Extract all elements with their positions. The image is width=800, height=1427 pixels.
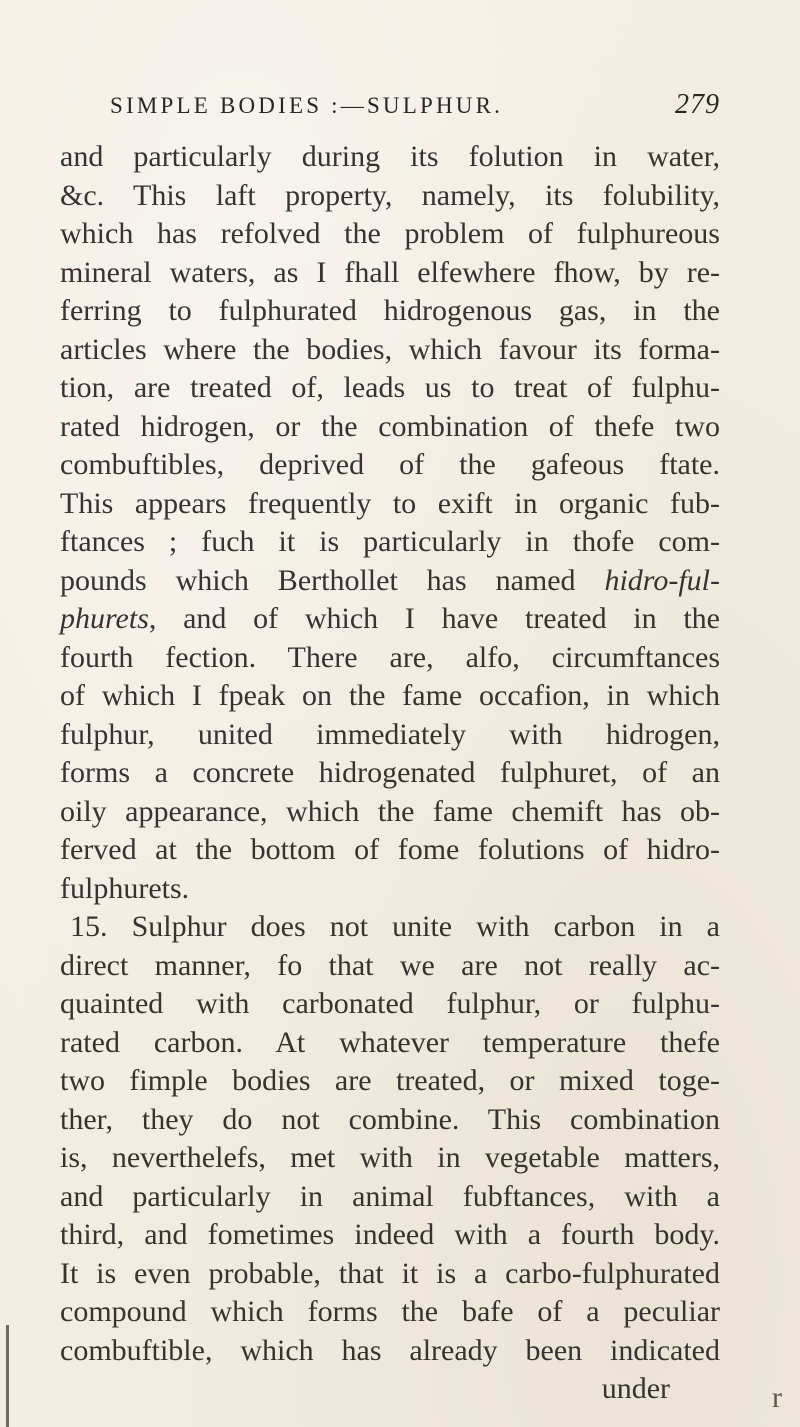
text-line: fourth fection. There are, alfo, circumftances bbox=[60, 640, 720, 674]
body-text bbox=[60, 138, 720, 1409]
text-line: two fimple bodies are treated, or mixed toge- bbox=[60, 1064, 720, 1097]
text-line: &c. This laft property, namely, its folubility, bbox=[60, 178, 720, 212]
text-line: oily appearance, which the fame chemift has ob- bbox=[60, 794, 720, 828]
text-line: ftances ; fuch it is particularly in thofe com- bbox=[60, 525, 720, 558]
text-line: This appears frequently to exift in organic fub- bbox=[60, 486, 720, 520]
text-line: and particularly during its folution in water, bbox=[60, 140, 720, 173]
text-line: of which I fpeak on the fame occafion, in which bbox=[60, 679, 720, 712]
text-line: and particularly in animal fubftances, with a bbox=[60, 1179, 720, 1213]
text-line-with-italic bbox=[60, 562, 720, 601]
text-line: tion, are treated of, leads us to treat of fulphu- bbox=[60, 371, 720, 404]
text-segment: , and of which I have treated in the bbox=[148, 602, 720, 635]
text-line: ferring to fulphurated hidrogenous gas, in the bbox=[60, 294, 720, 327]
text-line: quainted with carbonated fulphur, or fulphu- bbox=[60, 987, 720, 1020]
text-line: It is even probable, that it is a carbo-fulphurated bbox=[60, 1256, 720, 1290]
text-line: combuftible, which has already been indicated bbox=[60, 1333, 720, 1367]
italic-term: hidro-ful- bbox=[604, 563, 720, 597]
page-header bbox=[110, 89, 720, 139]
text-segment: pounds which Berthollet has named bbox=[60, 563, 576, 597]
text-line: ther, they do not combine. This combination bbox=[60, 1102, 720, 1136]
running-head: SIMPLE BODIES :—SULPHUR. bbox=[110, 93, 504, 118]
text-line: is, neverthelefs, met with in vegetable matters, bbox=[60, 1141, 720, 1174]
text-line: fulphur, united immediately with hidrogen, bbox=[60, 717, 720, 751]
text-line: ferved at the bottom of fome folutions of hidro- bbox=[60, 833, 720, 866]
text-line: forms a concrete hidrogenated fulphuret, of an bbox=[60, 756, 720, 789]
text-line bbox=[60, 600, 720, 639]
corner-mark: r bbox=[772, 1381, 782, 1414]
paragraph-start-line: 15. Sulphur does not unite with carbon in a bbox=[70, 910, 720, 943]
text-line: mineral waters, as I fhall elfewhere fhow, by re- bbox=[60, 255, 720, 289]
text-line: rated carbon. At whatever temperature thefe bbox=[60, 1025, 720, 1059]
catchword: under bbox=[601, 1372, 670, 1405]
text-line: compound which forms the bafe of a peculiar bbox=[60, 1295, 720, 1328]
binding-edge-mark bbox=[6, 1325, 9, 1427]
text-line: combuftibles, deprived of the gafeous ftate. bbox=[60, 448, 720, 481]
text-line: fulphurets. bbox=[60, 871, 190, 905]
text-line: direct manner, fo that we are not really ac- bbox=[60, 948, 720, 982]
page-number: 279 bbox=[675, 89, 720, 120]
text-line: which has refolved the problem of fulphureous bbox=[60, 217, 720, 250]
text-line: articles where the bodies, which favour its forma- bbox=[60, 332, 720, 366]
italic-term-end: phurets bbox=[60, 602, 149, 635]
text-line: rated hidrogen, or the combination of thefe two bbox=[60, 409, 720, 443]
text-line: third, and fometimes indeed with a fourth body. bbox=[60, 1218, 720, 1251]
